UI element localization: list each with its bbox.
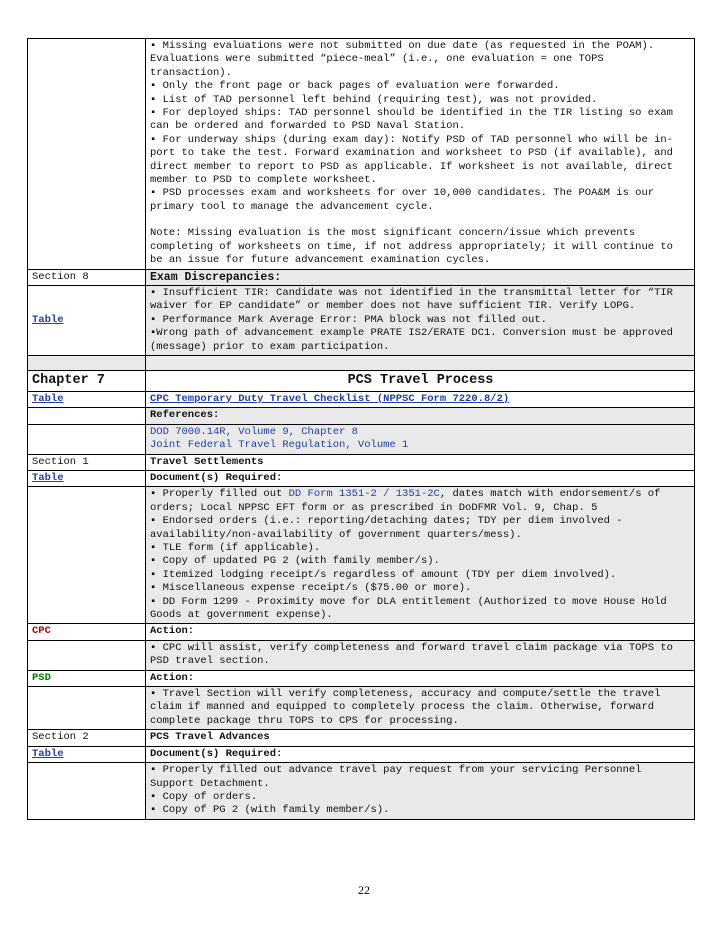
docs-required-label: Document(s) Required: [146, 746, 695, 762]
document-table-wrapper [27, 38, 695, 820]
page-number: 22 [358, 883, 370, 897]
table-link-cell [28, 746, 146, 762]
table-row [28, 454, 695, 470]
chapter-title: PCS Travel Process [146, 370, 695, 391]
process-table [27, 38, 695, 820]
list-item: ▪ For underway ships (during exam day): Notify PSD of TAD personnel who will be in-port to take the test. Forward examination and worksheet to PSD (if available), and direct member to report to PSD as applicable. If worksheet is not available, direct member to PSD to complete worksheet. [150, 133, 673, 187]
section-label: Section 8 [28, 269, 146, 285]
spacer-row [28, 355, 695, 370]
section-heading: Travel Settlements [146, 454, 695, 470]
docs-required-label: Document(s) Required: [146, 470, 695, 486]
table-link[interactable]: Table [32, 392, 64, 405]
checklist-title-cell [146, 391, 695, 407]
list-item: ▪ Itemized lodging receipt/s regardless of amount (TDY per diem involved). [150, 568, 617, 581]
table-link[interactable]: Table [32, 471, 64, 484]
action-label: Action: [146, 624, 695, 640]
table-row [28, 730, 695, 746]
references-label: References: [146, 408, 695, 424]
section-label: Section 2 [28, 730, 146, 746]
table-row [28, 487, 695, 624]
table-row [28, 746, 695, 762]
table-link[interactable]: Table [32, 747, 64, 760]
section-content [146, 487, 695, 624]
list-item: ▪ Copy of PG 2 (with family member/s). [150, 804, 390, 817]
table-row [28, 624, 695, 640]
table-row [28, 763, 695, 820]
references-list [146, 424, 695, 454]
table-row [28, 408, 695, 424]
dd-form-link[interactable]: DD Form 1351-2 / 1351-2C [288, 488, 440, 501]
table-row [28, 391, 695, 407]
section-heading: PCS Travel Advances [146, 730, 695, 746]
reference-link[interactable]: DOD 7000.14R, Volume 9, Chapter 8 [150, 425, 358, 438]
table-link-cell [28, 285, 146, 355]
label-cell-empty [28, 39, 146, 270]
chapter-label: Chapter 7 [28, 370, 146, 391]
list-item: ▪ Properly filled out advance travel pay request from your servicing Personnel Support Detachment. [150, 764, 642, 790]
table-link-cell [28, 470, 146, 486]
checklist-link[interactable]: CPC Temporary Duty Travel Checklist (NPPSC Form 7220.8/2) [150, 392, 510, 405]
table-row [28, 285, 695, 355]
table-row [28, 269, 695, 285]
psd-label: PSD [28, 670, 146, 686]
section-label: Section 1 [28, 454, 146, 470]
list-item: ▪ Insufficient TIR: Candidate was not identified in the transmittal letter for “TIR waiver for EP candidate” or member does not have sufficient TIR. Verify LOPG. [150, 286, 673, 313]
note-text: Note: Missing evaluation is the most significant concern/issue which prevents completing of worksheets on time, if not address appropriately; it will continue to be an issue for future advancement examination cycles. [150, 227, 673, 267]
action-label: Action: [146, 670, 695, 686]
cpc-action-text: ▪ CPC will assist, verify completeness and forward travel claim package via TOPS to PSD travel section. [146, 640, 695, 670]
list-item: ▪ For deployed ships: TAD personnel should be identified in the TIR listing so exam can be ordered and forwarded to PSD Naval Station. [150, 107, 673, 133]
list-item: ▪ Only the front page or back pages of evaluation were forwarded. [150, 80, 560, 93]
list-item: ▪ PSD processes exam and worksheets for over 10,000 candidates. The POA&M is our primary tool to manage the advancement cycle. [150, 187, 655, 213]
section-heading: Exam Discrepancies: [146, 269, 695, 285]
table-row [28, 670, 695, 686]
list-item: ▪ Properly filled out DD Form 1351-2 / 1351-2C, dates match with endorsement/s of orders; Local NPPSC EFT form or as prescribed in DoDFMR Vol. 9, Chap. 5 [150, 488, 661, 514]
table-row [28, 470, 695, 486]
list-item: ▪ Miscellaneous expense receipt/s ($75.00 or more). [150, 582, 472, 595]
table-row [28, 39, 695, 270]
section-content [146, 763, 695, 820]
list-item: ▪ Endorsed orders (i.e.: reporting/detaching dates; TDY per diem involved - availability/non-availability of government quarters/mess). [150, 515, 623, 541]
chapter-row [28, 370, 695, 391]
list-item: ▪ List of TAD personnel left behind (requiring test), was not provided. [150, 93, 598, 106]
table-row [28, 687, 695, 730]
list-item: ▪ TLE form (if applicable). [150, 542, 321, 554]
list-item: ▪ Missing evaluations were not submitted on due date (as requested in the POAM). Evaluations were submitted “piece-meal” (i.e., one evaluation = one TOPS transaction). [150, 40, 655, 79]
table-row [28, 424, 695, 454]
top-content-cell [146, 39, 695, 270]
section-content [146, 285, 695, 355]
list-item: ▪ Copy of orders. [150, 790, 258, 803]
table-row [28, 640, 695, 670]
reference-link[interactable]: Joint Federal Travel Regulation, Volume 1 [150, 439, 409, 452]
list-item: ▪ Copy of updated PG 2 (with family member/s). [150, 555, 440, 568]
cpc-label: CPC [28, 624, 146, 640]
table-link[interactable]: Table [32, 313, 64, 326]
list-item: ▪Wrong path of advancement example PRATE IS2/ERATE DC1. Conversion must be approved (message) prior to exam participation. [150, 327, 673, 353]
psd-action-text: ▪ Travel Section will verify completeness, accuracy and compute/settle the travel claim if manned and equipped to completely process the claim. Otherwise, forward complete package thru TOPS to CPS for processing. [146, 687, 695, 730]
list-item: ▪ Performance Mark Average Error: PMA block was not filled out. [150, 313, 547, 326]
table-link-cell [28, 391, 146, 407]
list-item: ▪ DD Form 1299 - Proximity move for DLA entitlement (Authorized to move House Hold Goods at government expense). [150, 595, 667, 622]
